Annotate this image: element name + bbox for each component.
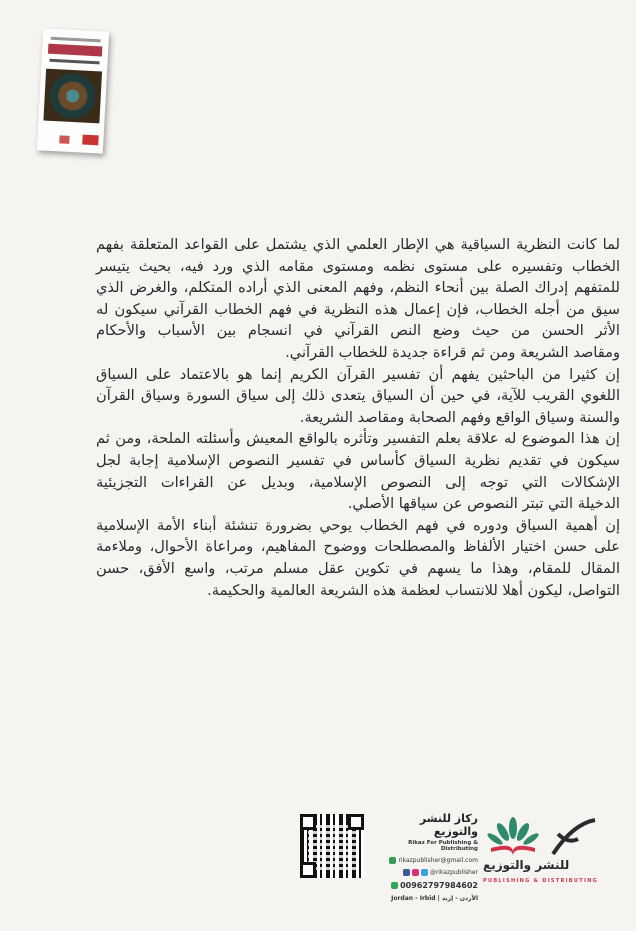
book-leaves-logo-icon [483,814,598,860]
text-line: لما كانت النظرية السياقية هي الإطار العلمي الذي يشتمل على القواعد المتعلقة بفهم [96,236,620,253]
publisher-social[interactable]: @rikazpublisher [429,869,478,876]
facebook-icon [403,869,410,876]
publisher-logo [483,814,598,886]
text-line: إن أهمية السياق ودوره في فهم الخطاب يوحي بضرورة تنشئة أبناء الأمة الإسلامية [96,516,620,534]
publisher-name-ar: ركاز للنشر والتوزيع [419,812,478,838]
text-line: الخطاب وتفسيره على مستوى نظمه ومستوى مقامه الذي ورد فيه، بحيث يتيسر [96,257,620,275]
email-icon [389,857,396,864]
publisher-location: Jordan - Irbid | الأردن - إربد [391,895,478,902]
text-line: سيق من أجله الخطاب، فإن إعمال هذه النظرية في فهم الخطاب القرآني سيكون له [96,300,620,318]
text-line: المقال للمقام، وهذا ما يسهم في تكوين عقل مسلم مرتب، واسع الأفق، حسن [96,559,620,577]
paragraph [96,515,620,601]
text-line: على حسن اختيار الألفاظ والمصطلحات ووضوح المفاهيم، ومراعاة الأحوال، وملاءمة [96,538,620,556]
text-line: إن هذا الموضوع له علاقة بعلم التفسير وتأثره بالواقع المعيش وأسئلته الملحة، ومن ثم [96,430,620,448]
text-line: للمتفهم إدراك الصلة بين أنحاء النظم، وفهم المعنى الذي أراده المتكلم، والغرض الذي [96,279,620,297]
text-line: إن كثيرا من الباحثين يفهم أن تفسير القرآن الكريم إنما هو بالاعتماد على السياق [96,365,620,383]
text-line: الإشكالات التي توجه إلى النصوص الإسلامية، وبديل عن القراءات التجزيئية [96,473,620,491]
text-line: التواصل، ليكون أهلا للانتساب لعظمة هذه الشريعة العالمية والحكيمة. [207,581,620,599]
publisher-name-en: Rikaz For Publishing & Distributing [408,840,478,852]
publisher-contact [378,812,478,902]
back-cover-blurb [96,234,620,601]
text-line: الدخيلة التي تبتر النصوص عن سياقها الأصلي. [347,495,620,513]
logo-text-en: PUBLISHING & DISTRIBUTING [483,878,599,884]
paragraph [96,428,620,514]
text-line: والسنة وسياق الواقع وفهم الصحابة ومقاصد الشريعة. [299,408,620,426]
paragraph [96,364,620,429]
publisher-email[interactable]: rikazpublisher@gmail.com [398,857,478,864]
text-line: ومقاصد الشريعة ومن ثم قراءة جديدة للخطاب القرآني. [285,343,620,361]
twitter-icon [421,869,428,876]
book-cover-thumbnail [37,28,109,153]
publisher-phone[interactable]: 00962797984602 [400,881,478,890]
text-line: الأثر الحسن من حيث وضع النص القرآني في انسجام بين الأسباب والأحكام [96,322,620,340]
whatsapp-icon [391,882,398,889]
text-line: اللغوي القريب للآية، في حين أن السياق يتعدى ذلك إلى سياق السورة وسياق القرآن [96,387,620,405]
logo-text-ar: للنشر والتوزيع [483,858,570,872]
instagram-icon [412,869,419,876]
publisher-footer [300,812,620,902]
text-line: سيكون في تقديم نظرية السياق كأساس في تفسير النصوص الإسلامية إجابة لجل [96,451,620,469]
paragraph [96,234,620,364]
